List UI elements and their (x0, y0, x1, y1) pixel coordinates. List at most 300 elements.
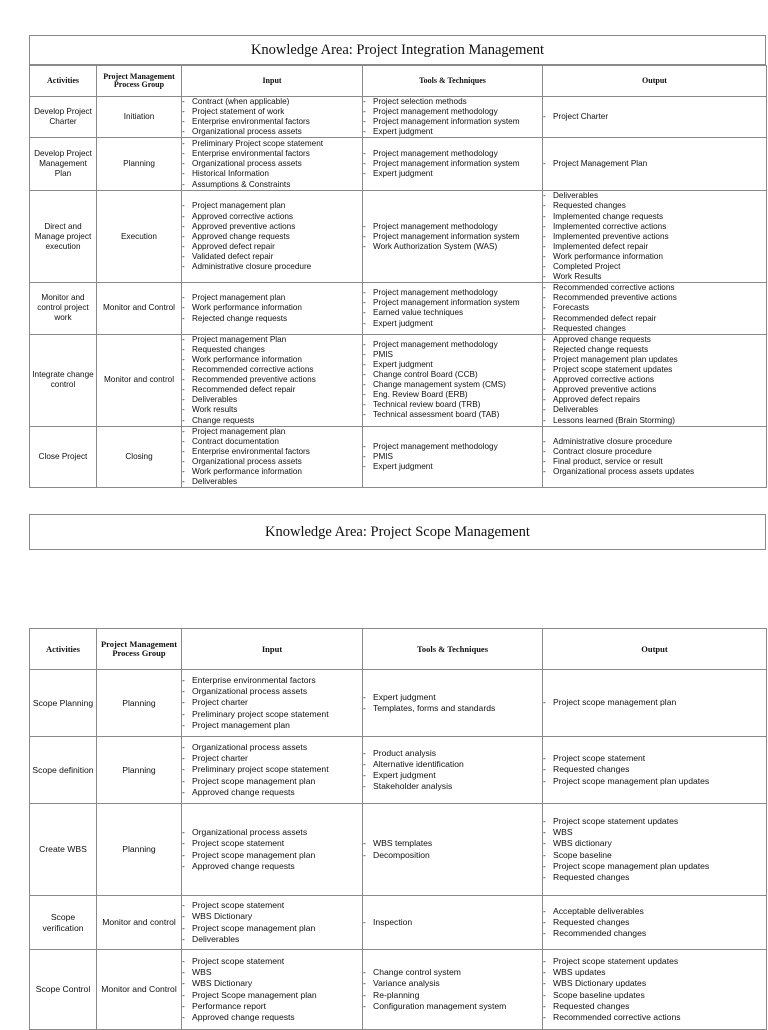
output-cell (543, 97, 767, 138)
list-item (182, 293, 362, 303)
list-item-text: Organizational process assets updates (553, 467, 695, 477)
output-list (543, 956, 766, 1023)
output-cell (543, 191, 767, 283)
list-item (182, 978, 362, 989)
header-output: Output (543, 66, 767, 97)
list-item (182, 911, 362, 922)
integration-management-table (29, 65, 767, 488)
list-item (363, 149, 542, 159)
list-item (543, 365, 766, 375)
bullet-dash: - (543, 251, 546, 261)
process-group-cell: Planning (97, 138, 182, 191)
list-item (543, 405, 766, 415)
activity-cell: Close Project (30, 426, 97, 488)
bullet-dash: - (363, 127, 366, 137)
list-item (363, 319, 542, 329)
bullet-dash: - (543, 838, 546, 849)
bullet-dash: - (182, 139, 185, 149)
list-item (182, 335, 362, 345)
list-item-text: Project scope statement (192, 838, 285, 849)
bullet-dash: - (363, 339, 366, 349)
input-cell (182, 670, 363, 737)
list-item (363, 400, 542, 410)
list-item (543, 395, 766, 405)
bullet-dash: - (363, 1000, 366, 1011)
list-item (543, 928, 766, 939)
bullet-dash: - (182, 127, 185, 137)
bullet-dash: - (543, 827, 546, 838)
list-item-text: WBS Dictionary updates (553, 978, 647, 989)
list-item-text: Implemented change requests (553, 211, 664, 221)
bullet-dash: - (543, 456, 546, 466)
list-item (182, 850, 362, 861)
list-item (182, 395, 362, 405)
tools-cell (363, 737, 543, 804)
list-item (363, 127, 542, 137)
tools-list (363, 340, 542, 421)
bullet-dash: - (543, 928, 546, 939)
list-item (543, 861, 766, 872)
list-item (182, 742, 362, 753)
list-item-text: Expert judgment (373, 127, 433, 137)
bullet-dash: - (363, 400, 366, 410)
header-row (30, 629, 767, 670)
list-item-text: Enterprise environmental factors (192, 674, 316, 685)
list-item-text: Expert judgment (373, 691, 436, 702)
list-item-text: Scope baseline updates (553, 989, 645, 1000)
list-item-text: Project scope management plan (192, 775, 316, 786)
activity-cell: Monitor and control project work (30, 283, 97, 334)
header-process-group: Project Management Process Group (97, 66, 182, 97)
list-item-text: Expert judgment (373, 462, 433, 472)
process-group-cell: Closing (97, 426, 182, 488)
list-item (182, 720, 362, 731)
tools-cell (363, 670, 543, 737)
list-item (182, 776, 362, 787)
bullet-dash: - (543, 775, 546, 786)
list-item (182, 180, 362, 190)
output-cell (543, 283, 767, 334)
bullet-dash: - (543, 344, 546, 354)
section-title-scope: Knowledge Area: Project Scope Management (29, 514, 766, 550)
input-cell (182, 334, 363, 426)
output-list (543, 159, 766, 169)
bullet-dash: - (543, 871, 546, 882)
tools-cell (363, 191, 543, 283)
list-item-text: Expert judgment (373, 318, 433, 328)
bullet-dash: - (182, 107, 185, 117)
bullet-dash: - (363, 360, 366, 369)
list-item (363, 1001, 542, 1012)
output-list (543, 437, 766, 477)
bullet-dash: - (182, 900, 185, 911)
scope-management-table (29, 628, 767, 1030)
input-list (182, 335, 362, 426)
activity-cell: Scope Planning (30, 670, 97, 737)
bullet-dash: - (543, 1000, 546, 1011)
output-cell (543, 334, 767, 426)
list-item-text: Approved change requests (192, 786, 295, 797)
list-item (182, 375, 362, 385)
process-group-cell: Execution (97, 191, 182, 283)
process-group-cell: Monitor and Control (97, 283, 182, 334)
list-item (543, 838, 766, 849)
list-item (543, 335, 766, 345)
list-item-text: PMIS (373, 451, 394, 461)
list-item-text: Alternative identification (373, 758, 464, 769)
list-item-text: Configuration management system (373, 1000, 507, 1011)
bullet-dash: - (543, 262, 546, 272)
list-item (543, 303, 766, 313)
bullet-dash: - (543, 955, 546, 966)
bullet-dash: - (182, 1011, 185, 1022)
list-item-text: Contract closure procedure (553, 446, 652, 456)
bullet-dash: - (363, 308, 366, 318)
list-item (363, 308, 542, 318)
input-list (182, 900, 362, 945)
list-item (363, 452, 542, 462)
list-item (543, 416, 766, 426)
list-item (363, 370, 542, 380)
bullet-dash: - (182, 405, 185, 415)
section-title-integration: Knowledge Area: Project Integration Management (29, 35, 766, 65)
bullet-dash: - (363, 169, 366, 179)
list-item-text: Organizational process assets (192, 456, 302, 466)
table-row (30, 670, 767, 737)
list-item-text: Organizational process assets (192, 127, 302, 137)
bullet-dash: - (543, 436, 546, 446)
tools-list (363, 97, 542, 137)
header-activities: Activities (30, 629, 97, 670)
input-list (182, 956, 362, 1023)
tools-cell (363, 97, 543, 138)
bullet-dash: - (182, 211, 185, 221)
bullet-dash: - (543, 415, 546, 425)
output-cell (543, 804, 767, 896)
bullet-dash: - (182, 415, 185, 425)
list-item (543, 776, 766, 787)
bullet-dash: - (363, 380, 366, 390)
list-item (363, 770, 542, 781)
bullet-dash: - (182, 375, 185, 385)
bullet-dash: - (543, 365, 546, 375)
bullet-dash: - (543, 191, 546, 201)
list-item-text: Recommended corrective actions (192, 365, 314, 375)
bullet-dash: - (543, 334, 546, 344)
input-cell (182, 950, 363, 1030)
list-item (543, 314, 766, 324)
bullet-dash: - (363, 149, 366, 159)
list-item (363, 692, 542, 703)
list-item-text: WBS Dictionary (192, 978, 253, 989)
header-activities: Activities (30, 66, 97, 97)
input-list (182, 97, 362, 137)
bullet-dash: - (182, 117, 185, 127)
list-item-text: Project scope management plan (192, 922, 316, 933)
bullet-dash: - (543, 283, 546, 293)
list-item-text: Project scope management plan (553, 697, 677, 708)
bullet-dash: - (543, 354, 546, 364)
list-item (543, 232, 766, 242)
bullet-dash: - (543, 446, 546, 456)
bullet-dash: - (182, 922, 185, 933)
table-row (30, 950, 767, 1030)
list-item-text: Change management system (CMS) (373, 380, 506, 390)
list-item (543, 917, 766, 928)
list-item-text: Change control system (373, 967, 461, 978)
list-item-text: WBS (192, 967, 212, 978)
list-item (182, 345, 362, 355)
list-item-text: WBS updates (553, 967, 606, 978)
list-item (543, 293, 766, 303)
list-item (182, 467, 362, 477)
bullet-dash: - (543, 989, 546, 1000)
list-item-text: Organizational process assets (192, 827, 308, 838)
list-item-text: Deliverables (192, 477, 238, 487)
tools-cell (363, 334, 543, 426)
tools-cell (363, 283, 543, 334)
bullet-dash: - (182, 686, 185, 697)
list-item-text: WBS templates (373, 838, 433, 849)
bullet-dash: - (543, 241, 546, 251)
list-item-text: Project scope management plan updates (553, 775, 710, 786)
bullet-dash: - (182, 179, 185, 189)
input-cell (182, 138, 363, 191)
list-item-text: Final product, service or result (553, 456, 663, 466)
bullet-dash: - (182, 838, 185, 849)
list-item (363, 917, 542, 928)
bullet-dash: - (363, 318, 366, 328)
list-item (543, 262, 766, 272)
list-item-text: Decomposition (373, 849, 430, 860)
input-cell (182, 97, 363, 138)
table-row (30, 804, 767, 896)
list-item (543, 375, 766, 385)
bullet-dash: - (543, 201, 546, 211)
list-item-text: Recommended defect repair (192, 385, 296, 395)
list-item (543, 191, 766, 201)
list-item-text: Project management methodology (373, 441, 498, 451)
list-item (182, 838, 362, 849)
bullet-dash: - (543, 905, 546, 916)
list-item (363, 159, 542, 169)
list-item-text: Requested changes (192, 344, 265, 354)
list-item-text: Project management information system (373, 231, 520, 241)
list-item-text: Expert judgment (373, 770, 436, 780)
list-item (363, 232, 542, 242)
list-item-text: Project management methodology (373, 339, 498, 349)
bullet-dash: - (543, 467, 546, 477)
header-input: Input (182, 629, 363, 670)
list-item-text: Preliminary Project scope statement (192, 139, 324, 149)
list-item-text: Recommended changes (553, 928, 647, 939)
list-item (182, 923, 362, 934)
list-item (363, 97, 542, 107)
process-group-cell: Planning (97, 804, 182, 896)
activity-cell: Scope verification (30, 896, 97, 950)
list-item-text: Approved change requests (192, 1011, 295, 1022)
tools-list (363, 917, 542, 928)
bullet-dash: - (182, 231, 185, 241)
activity-cell: Develop Project Management Plan (30, 138, 97, 191)
list-item-text: Requested changes (553, 323, 626, 333)
list-item (363, 169, 542, 179)
list-item (182, 675, 362, 686)
bullet-dash: - (182, 446, 185, 456)
list-item-text: Deliverables (192, 933, 240, 944)
bullet-dash: - (543, 375, 546, 385)
bullet-dash: - (182, 344, 185, 354)
list-item-text: Project scope statement updates (553, 815, 679, 826)
process-group-cell: Monitor and control (97, 334, 182, 426)
bullet-dash: - (182, 303, 185, 313)
list-item (543, 385, 766, 395)
list-item (543, 457, 766, 467)
list-item (182, 139, 362, 149)
list-item (543, 816, 766, 827)
list-item (543, 345, 766, 355)
activity-cell: Integrate change control (30, 334, 97, 426)
list-item (182, 355, 362, 365)
list-item (182, 787, 362, 798)
list-item (543, 753, 766, 764)
bullet-dash: - (182, 149, 185, 159)
bullet-dash: - (543, 159, 546, 169)
list-item (182, 169, 362, 179)
list-item-text: Preliminary project scope statement (192, 708, 329, 719)
list-item (182, 262, 362, 272)
list-item-text: PMIS (373, 349, 394, 359)
input-list (182, 827, 362, 872)
input-list (182, 427, 362, 488)
output-list (543, 753, 766, 787)
bullet-dash: - (182, 827, 185, 838)
list-item-text: Historical Information (192, 169, 269, 179)
bullet-dash: - (182, 967, 185, 978)
list-item-text: Templates, forms and standards (373, 703, 496, 713)
list-item (543, 990, 766, 1001)
list-item (363, 298, 542, 308)
list-item (543, 906, 766, 917)
list-item-text: Work performance information (192, 303, 302, 313)
list-item (543, 201, 766, 211)
bullet-dash: - (363, 117, 366, 127)
bullet-dash: - (543, 112, 546, 122)
list-item (543, 764, 766, 775)
list-item (363, 781, 542, 792)
list-item-text: Recommended preventive actions (553, 293, 677, 303)
list-item-text: Work performance information (192, 354, 302, 364)
bullet-dash: - (543, 211, 546, 221)
list-item (182, 1012, 362, 1023)
bullet-dash: - (182, 741, 185, 752)
list-item-text: Variance analysis (373, 978, 440, 989)
output-list (543, 335, 766, 426)
tools-list (363, 149, 542, 179)
bullet-dash: - (363, 97, 366, 106)
input-list (182, 742, 362, 798)
table-row (30, 896, 767, 950)
list-item (182, 405, 362, 415)
output-list (543, 697, 766, 708)
list-item (182, 709, 362, 720)
process-group-cell: Monitor and Control (97, 950, 182, 1030)
list-item-text: Re-planning (373, 989, 420, 1000)
list-item (182, 827, 362, 838)
bullet-dash: - (182, 221, 185, 231)
bullet-dash: - (543, 272, 546, 282)
list-item (182, 252, 362, 262)
list-item (543, 212, 766, 222)
list-item (182, 934, 362, 945)
bullet-dash: - (182, 860, 185, 871)
list-item-text: Expert judgment (373, 360, 433, 369)
bullet-dash: - (363, 390, 366, 400)
input-list (182, 139, 362, 189)
list-item (543, 850, 766, 861)
list-item (543, 355, 766, 365)
list-item (363, 442, 542, 452)
list-item-text: Enterprise environmental factors (192, 446, 310, 456)
list-item-text: WBS (553, 827, 573, 838)
input-cell (182, 426, 363, 488)
bullet-dash: - (363, 849, 366, 860)
bullet-dash: - (363, 241, 366, 251)
bullet-dash: - (182, 955, 185, 966)
list-item-text: Recommended defect repair (553, 313, 657, 323)
bullet-dash: - (363, 770, 366, 780)
header-tools: Tools & Techniques (363, 66, 543, 97)
bullet-dash: - (543, 978, 546, 989)
list-item (182, 861, 362, 872)
list-item-text: Performance report (192, 1000, 267, 1011)
tools-list (363, 967, 542, 1012)
tools-cell (363, 950, 543, 1030)
bullet-dash: - (363, 703, 366, 713)
bullet-dash: - (363, 978, 366, 989)
bullet-dash: - (182, 201, 185, 211)
bullet-dash: - (182, 467, 185, 477)
bullet-dash: - (182, 477, 185, 487)
bullet-dash: - (182, 849, 185, 860)
list-item-text: Project management information system (373, 159, 520, 169)
list-item-text: Change control Board (CCB) (373, 370, 478, 380)
list-item-text: WBS Dictionary (192, 911, 253, 922)
list-item-text: Requested changes (553, 764, 630, 775)
list-item-text: Administrative closure procedure (192, 262, 312, 272)
list-item (543, 252, 766, 262)
output-cell (543, 670, 767, 737)
list-item-text: Recommended preventive actions (192, 375, 316, 385)
bullet-dash: - (363, 370, 366, 380)
list-item-text: Approved preventive actions (553, 385, 657, 395)
list-item (182, 107, 362, 117)
list-item-text: Earned value techniques (373, 308, 464, 318)
list-item (182, 900, 362, 911)
list-item (182, 127, 362, 137)
list-item-text: Approved defect repairs (553, 395, 640, 405)
list-item (182, 686, 362, 697)
activity-cell: Direct and Manage project execution (30, 191, 97, 283)
bullet-dash: - (363, 349, 366, 359)
bullet-dash: - (363, 691, 366, 702)
list-item-text: Project management methodology (373, 221, 498, 231)
bullet-dash: - (363, 159, 366, 169)
process-group-cell: Planning (97, 670, 182, 737)
list-item (182, 97, 362, 107)
bullet-dash: - (182, 159, 185, 169)
list-item-text: Approved preventive actions (192, 221, 296, 231)
